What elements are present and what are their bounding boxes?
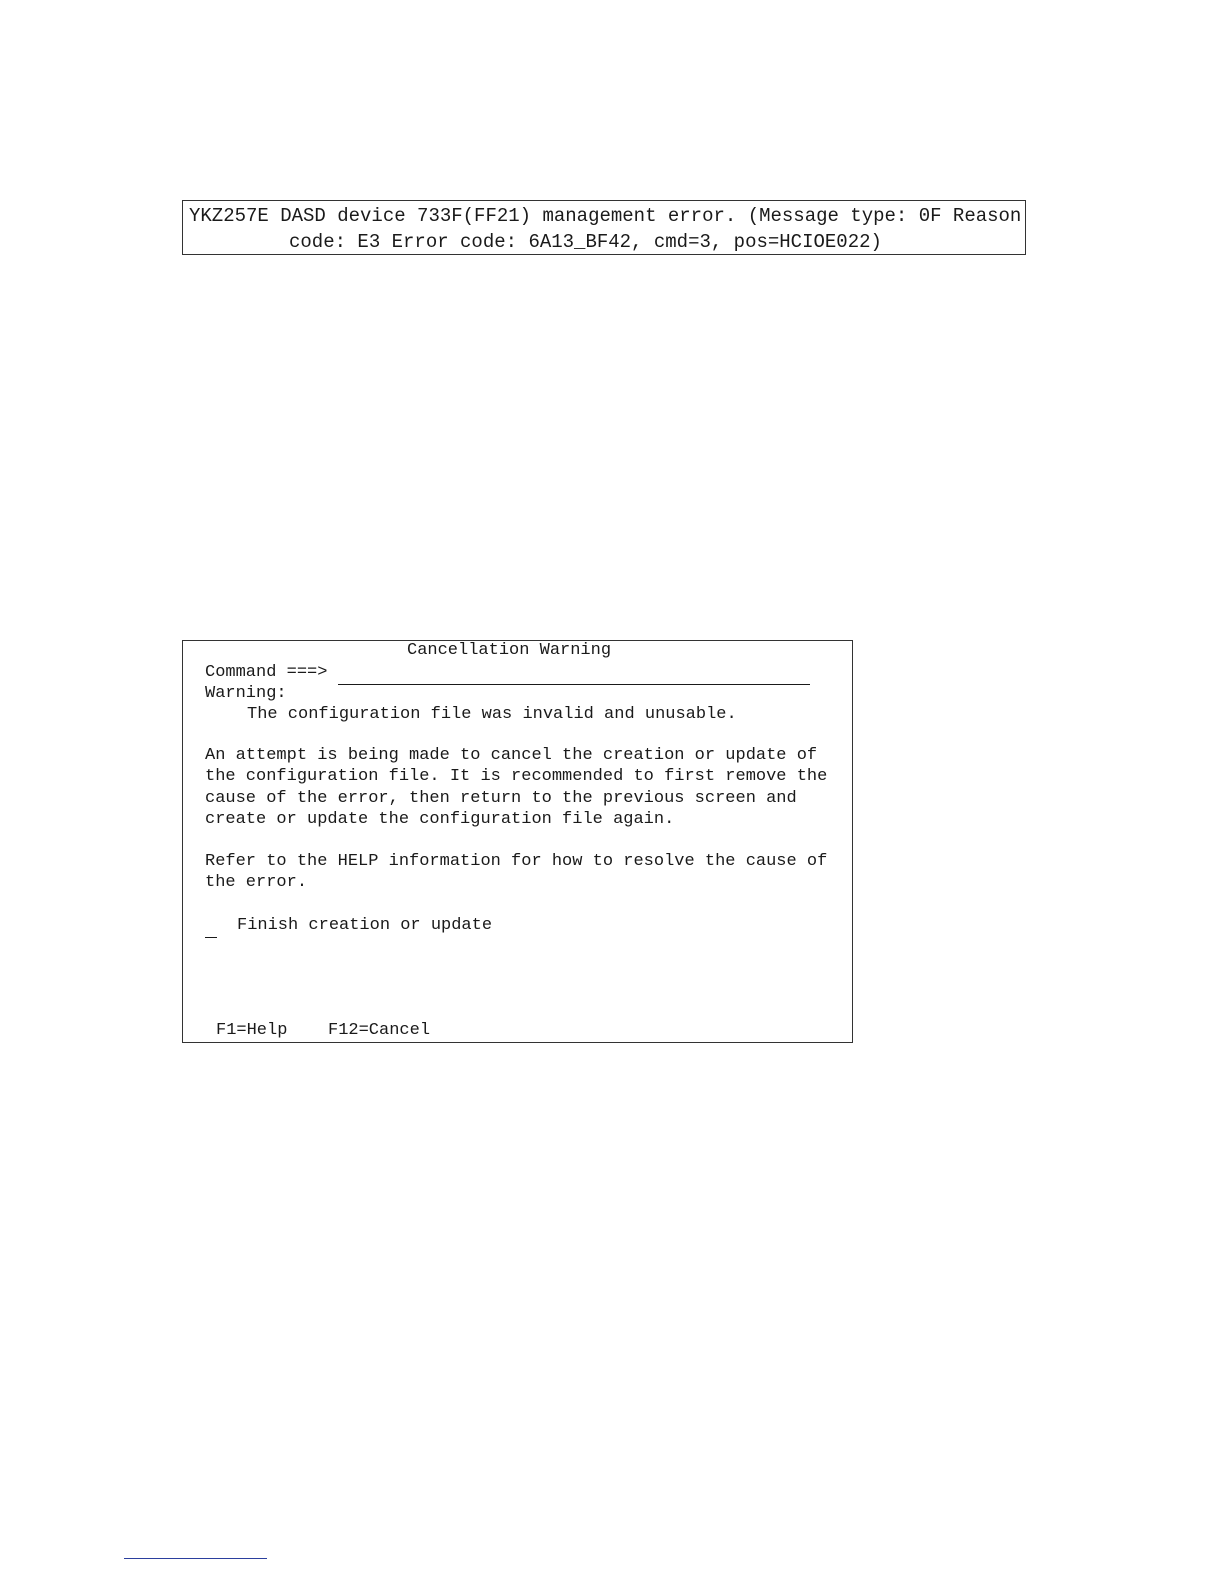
paragraph-2-line-1: Refer to the HELP information for how to resolve the cause of bbox=[205, 852, 828, 871]
footnote-separator bbox=[124, 1558, 267, 1559]
finish-option-label: Finish creation or update bbox=[237, 916, 493, 935]
error-message-box bbox=[182, 200, 1026, 255]
f1-help-key[interactable]: F1=Help bbox=[216, 1021, 288, 1040]
paragraph-1-line-3: cause of the error, then return to the previous screen and bbox=[205, 789, 797, 808]
warning-label: Warning: bbox=[205, 684, 287, 703]
paragraph-2-line-2: the error. bbox=[205, 873, 308, 892]
f12-cancel-key[interactable]: F12=Cancel bbox=[328, 1021, 431, 1040]
command-label: Command ===> bbox=[205, 663, 328, 682]
finish-option-input[interactable] bbox=[205, 920, 217, 938]
cancellation-warning-panel bbox=[182, 640, 853, 1043]
panel-title: Cancellation Warning bbox=[407, 641, 612, 660]
error-message-line-1: YKZ257E DASD device 733F(FF21) management error. (Message type: 0F Reason bbox=[189, 205, 1022, 227]
command-input[interactable] bbox=[338, 667, 810, 685]
paragraph-1-line-1: An attempt is being made to cancel the creation or update of bbox=[205, 746, 818, 765]
paragraph-1-line-2: the configuration file. It is recommended to first remove the bbox=[205, 767, 828, 786]
error-message-line-2: code: E3 Error code: 6A13_BF42, cmd=3, pos=HCIOE022) bbox=[289, 231, 882, 253]
warning-text: The configuration file was invalid and unusable. bbox=[247, 705, 737, 724]
paragraph-1-line-4: create or update the configuration file again. bbox=[205, 810, 675, 829]
